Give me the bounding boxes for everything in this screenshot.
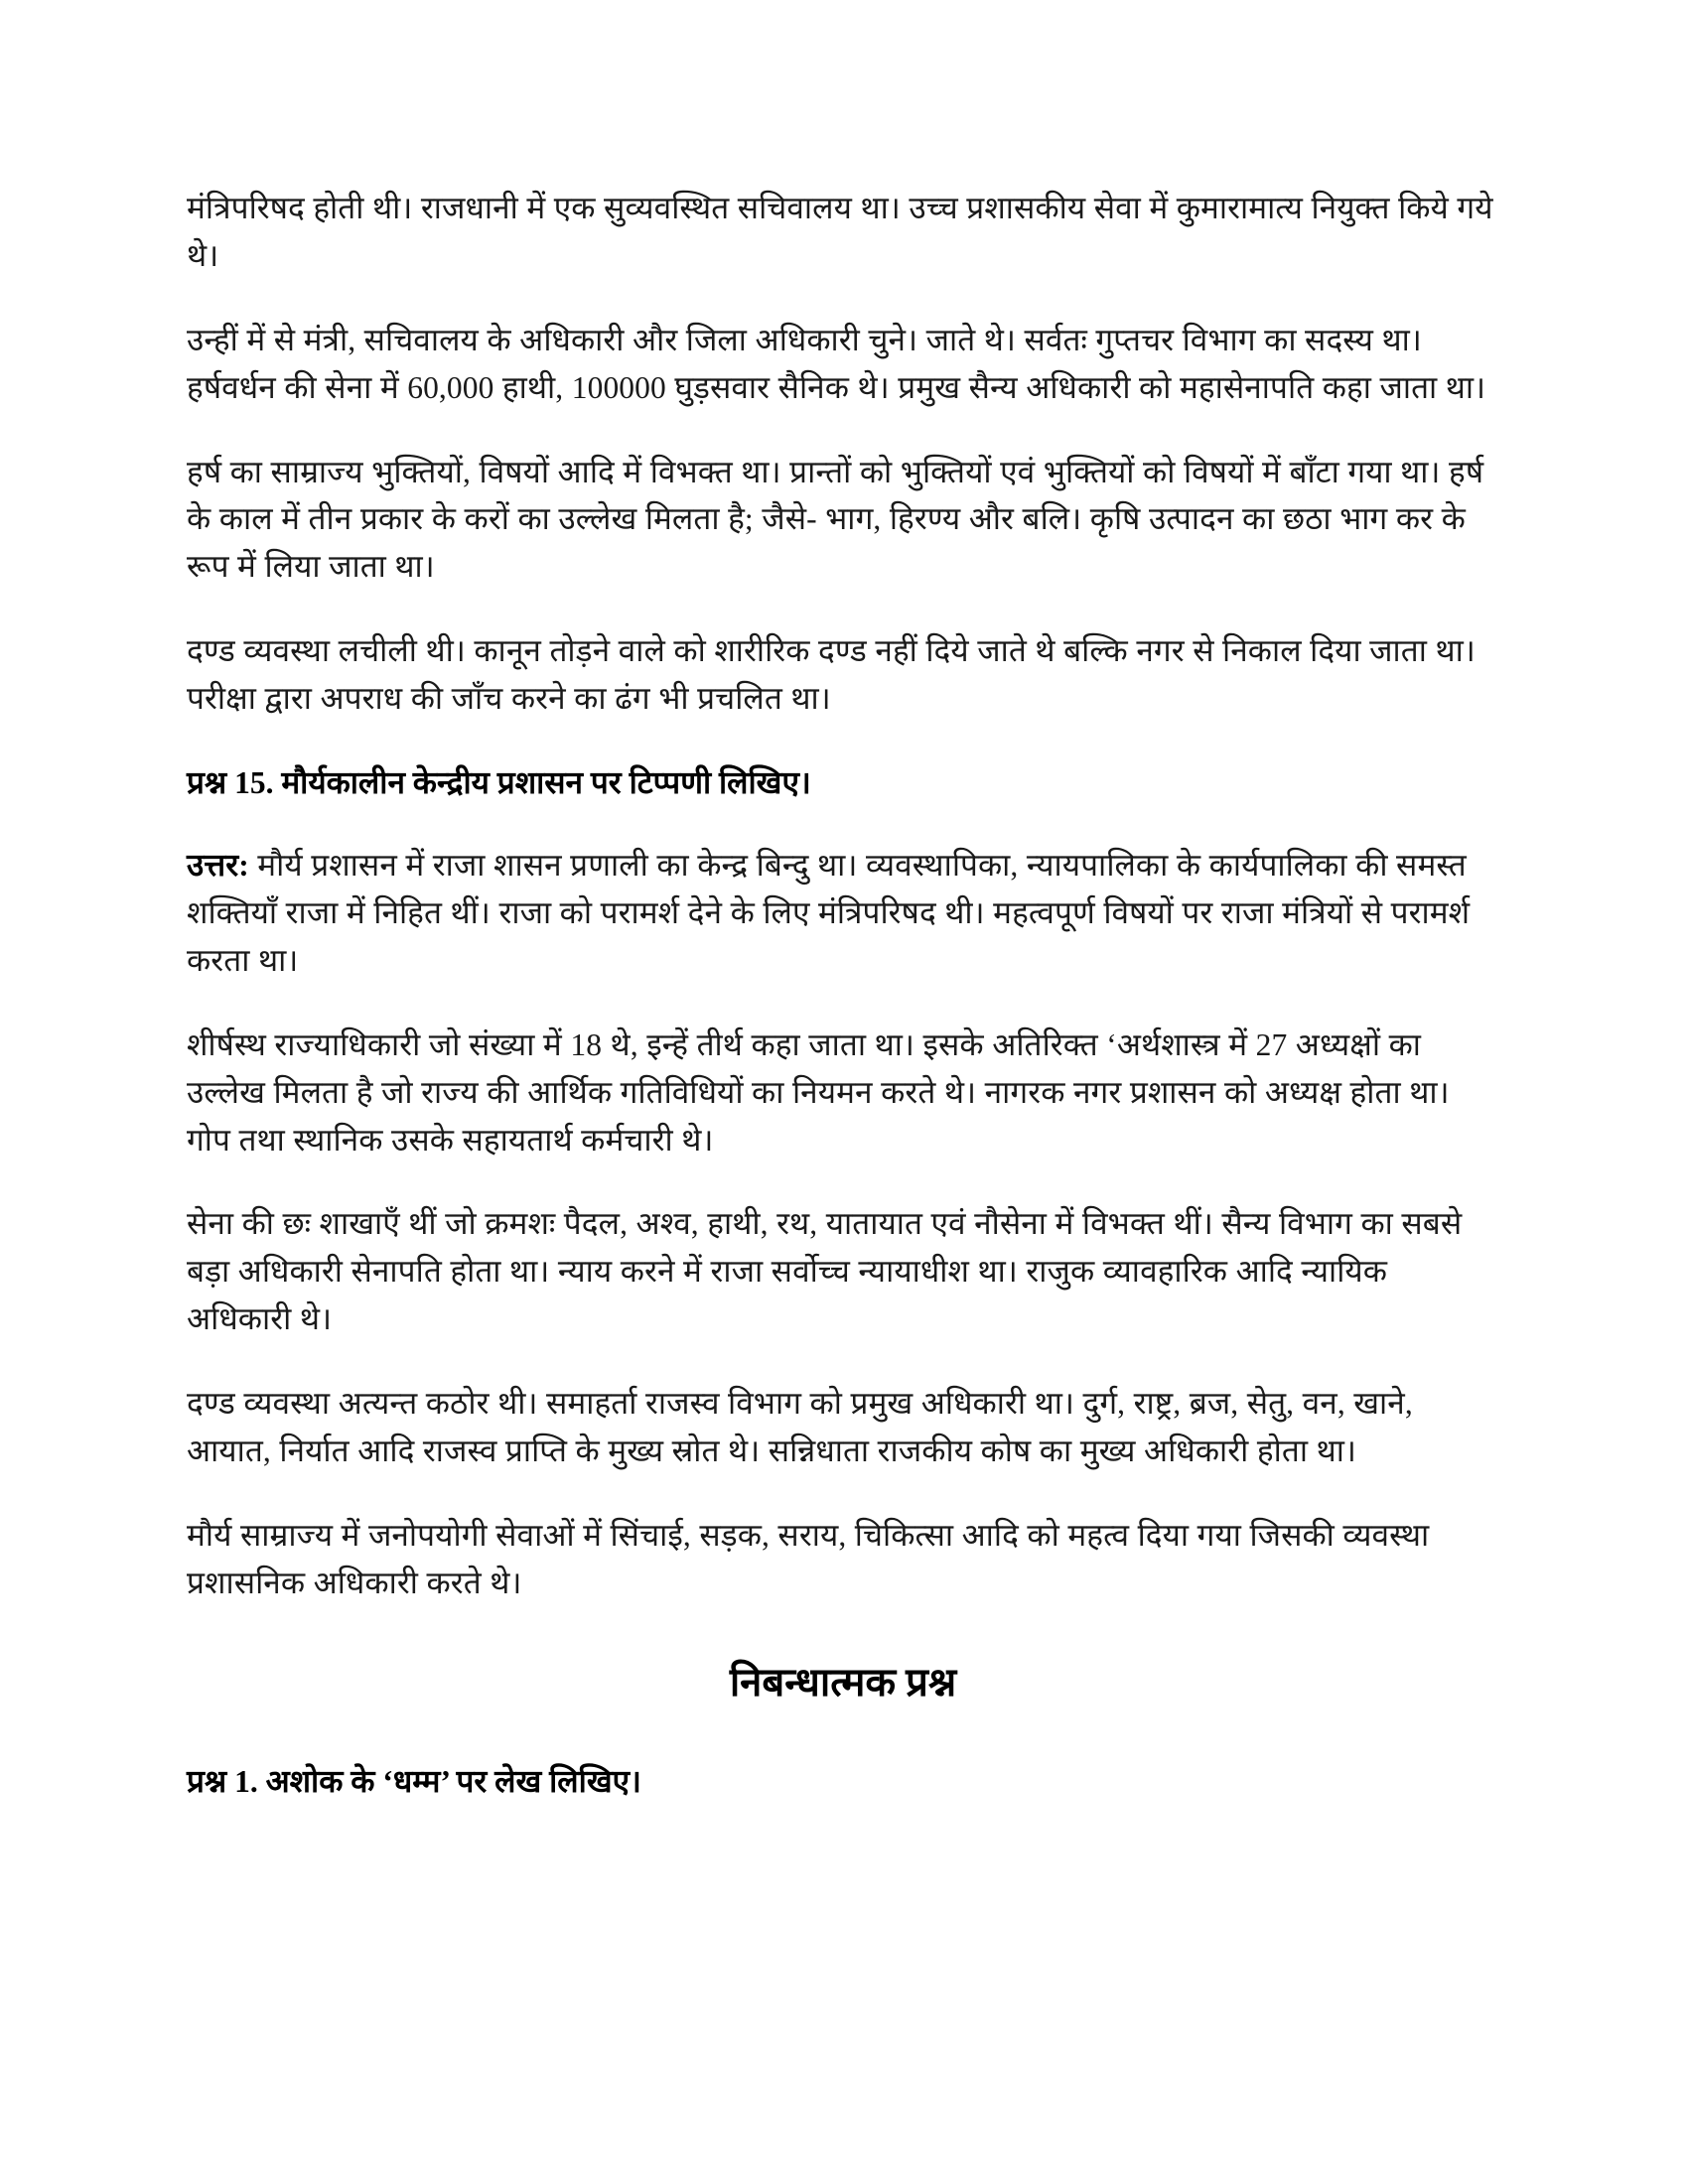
paragraph-punishment-severe-revenue: दण्ड व्यवस्था अत्यन्त कठोर थी। समाहर्ता राजस्व विभाग को प्रमुख अधिकारी था। दुर्ग, राष्ट्र, ब्रज, सेतु, वन, खाने, आयात, निर्यात आदि राजस्व प्राप्ति के मुख्य स्रोत थे। सन्निधाता राजकीय कोष का मुख्य अधिकारी होता था। (187, 1386, 1413, 1468)
paragraph-harsha-empire-divisions: हर्ष का साम्राज्य भुक्तियों, विषयों आदि में विभक्त था। प्रान्तों को भुक्तियों एवं भुक्तियों को विषयों में बाँटा गया था। हर्ष के काल में तीन प्रकार के करों का उल्लेख मिलता है; जैसे- भाग, हिरण्य और बलि। कृषि उत्पादन का छठा भाग कर के रूप में लिया जाता था। (187, 454, 1484, 585)
answer-label: उत्तर: (187, 848, 249, 884)
question-1-heading: प्रश्न 1. अशोक के ‘धम्म’ पर लेख लिखिए। (187, 1763, 641, 1799)
question-15-heading: प्रश्न 15. मौर्यकालीन केन्द्रीय प्रशासन पर टिप्पणी लिखिए। (187, 764, 811, 800)
paragraph-public-utility-services: मौर्य साम्राज्य में जनोपयोगी सेवाओं में सिंचाई, सड़क, सराय, चिकित्सा आदि को महत्व दिया गया जिसकी व्यवस्था प्रशासनिक अधिकारी करते थे। (187, 1517, 1430, 1600)
paragraph-ministerial-council: मंत्रिपरिषद होती थी। राजधानी में एक सुव्यवस्थित सचिवालय था। उच्च प्रशासकीय सेवा में कुमारामात्य नियुक्त किये गये थे। (187, 191, 1493, 273)
answer-15-body-text: मौर्य प्रशासन में राजा शासन प्रणाली का केन्द्र बिन्दु था। व्यवस्थापिका, न्यायपालिका के कार्यपालिका की समस्त शक्तियाँ राजा में निहित थीं। राजा को परामर्श देने के लिए मंत्रिपरिषद थी। महत्वपूर्ण विषयों पर राजा मंत्रियों से परामर्श करता था। (187, 848, 1471, 978)
paragraph-army-six-branches: सेना की छः शाखाएँ थीं जो क्रमशः पैदल, अश्व, हाथी, रथ, यातायात एवं नौसेना में विभक्त थीं। सैन्य विभाग का सबसे बड़ा अधिकारी सेनापति होता था। न्याय करने में राजा सर्वोच्च न्यायाधीश था। राजुक व्यावहारिक आदि न्यायिक अधिकारी थे। (187, 1206, 1463, 1337)
paragraph-punishment-system-flexible: दण्ड व्यवस्था लचीली थी। कानून तोड़ने वाले को शारीरिक दण्ड नहीं दिये जाते थे बल्कि नगर से निकाल दिया जाता था। परीक्षा द्वारा अपराध की जाँच करने का ढंग भी प्रचलित था। (187, 633, 1476, 716)
section-heading-essay-questions: निबन्धात्मक प्रश्न (729, 1659, 957, 1705)
paragraph-ministers-selection: उन्हीं में से मंत्री, सचिवालय के अधिकारी और जिला अधिकारी चुने। जाते थे। सर्वतः गुप्तचर विभाग का सदस्य था। हर्षवर्धन की सेना में 60,000 हाथी, 100000 घुड़सवार सैनिक थे। प्रमुख सैन्य अधिकारी को महासेनापति कहा जाता था। (187, 322, 1486, 405)
paragraph-tirtha-adhyaksha: शीर्षस्थ राज्याधिकारी जो संख्या में 18 थे, इन्हें तीर्थ कहा जाता था। इसके अतिरिक्त ‘अर्थशास्त्र में 27 अध्यक्षों का उल्लेख मिलता है जो राज्य की आर्थिक गतिविधियों का नियमन करते थे। नागरक नगर प्रशासन को अध्यक्ष होता था। गोप तथा स्थानिक उसके सहायतार्थ कर्मचारी थे। (187, 1026, 1450, 1158)
document-content-column (187, 185, 1499, 1805)
answer-15-paragraph-1 (187, 842, 1499, 985)
